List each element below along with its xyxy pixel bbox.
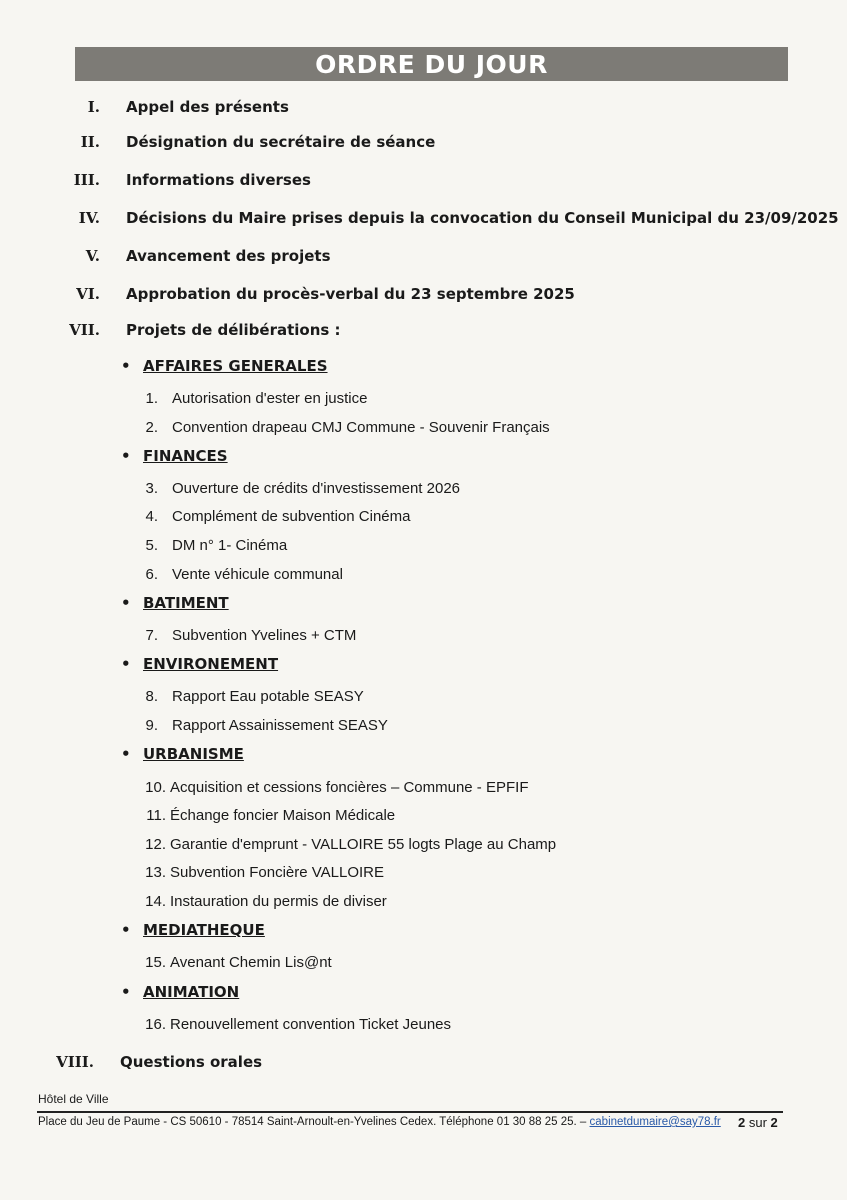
footer-address [38,1116,721,1128]
bullet-icon: • [121,594,131,612]
item-text: BATIMENT [143,594,229,612]
item-text: AFFAIRES GENERALES [143,357,328,375]
item-text: Rapport Assainissement SEASY [172,717,388,734]
agenda-item [0,686,847,708]
agenda-item [0,417,847,439]
agenda-item [0,388,847,410]
page-number [738,1115,778,1130]
item-number: VII. [69,321,100,339]
item-text: Informations diverses [126,171,311,189]
item-number: I. [87,98,100,116]
item-text: Subvention Yvelines + CTM [172,627,357,644]
agenda-section [0,653,847,675]
item-text: Approbation du procès-verbal du 23 septembre 2025 [126,285,575,303]
title-banner [75,47,788,81]
item-text: Échange foncier Maison Médicale [170,807,396,824]
agenda-item [0,506,847,528]
item-text: Décisions du Maire prises depuis la convocation du Conseil Municipal du 23/09/2025 [126,209,839,227]
item-number: III. [73,171,100,189]
item-number: VIII. [56,1053,94,1071]
item-number: 5. [145,537,158,554]
item-text: Autorisation d'ester en justice [172,390,368,407]
item-text: Acquisition et cessions foncières – Commune - EPFIF [170,779,529,796]
bullet-icon: • [121,357,131,375]
footer-divider [37,1111,783,1113]
bullet-icon: • [121,447,131,465]
agenda-section [0,919,847,941]
agenda-item [0,625,847,647]
agenda-section [0,981,847,1003]
item-text: Questions orales [120,1053,263,1071]
item-number: 12. [145,836,166,853]
item-number: 7. [145,627,158,644]
agenda-item [0,834,847,856]
item-text: Garantie d'emprunt - VALLOIRE 55 logts Plage au Champ [170,836,557,853]
agenda-item [0,478,847,500]
item-text: Projets de délibérations : [126,321,341,339]
item-number: V. [85,247,100,265]
item-text: DM n° 1- Cinéma [172,537,288,554]
agenda-section [0,445,847,467]
item-text: FINANCES [143,447,228,465]
item-text: Instauration du permis de diviser [170,893,387,910]
agenda-item [0,891,847,913]
item-text: URBANISME [143,745,244,763]
item-text: Renouvellement convention Ticket Jeunes [170,1016,452,1033]
item-text: Ouverture de crédits d'investissement 2026 [172,480,461,497]
agenda-heading [0,283,847,305]
agenda-item [0,777,847,799]
agenda-heading [0,96,847,118]
agenda-item [0,535,847,557]
agenda-heading [0,245,847,267]
item-number: 8. [145,688,158,705]
item-number: 3. [145,480,158,497]
agenda-item [0,805,847,827]
item-text: MEDIATHEQUE [143,921,265,939]
bullet-icon: • [121,983,131,1001]
item-text: Appel des présents [126,98,289,116]
item-text: Complément de subvention Cinéma [172,508,411,525]
item-number: 16. [145,1016,166,1033]
item-number: 1. [145,390,158,407]
item-text: ENVIRONEMENT [143,655,279,673]
item-number: 11. [146,807,166,824]
agenda-heading [0,131,847,153]
agenda-section [0,743,847,765]
agenda-item [0,564,847,586]
bullet-icon: • [121,745,131,763]
item-number: 10. [145,779,166,796]
email-link[interactable]: cabinetdumaire@say78.fr [589,1116,721,1128]
bullet-icon: • [121,655,131,673]
item-text: Désignation du secrétaire de séance [126,133,436,151]
agenda-item [0,952,847,974]
agenda-item [0,1014,847,1036]
page-total: 2 [770,1115,778,1130]
item-number: 15. [145,954,166,971]
item-text: Avancement des projets [126,247,331,265]
page-title: ORDRE DU JOUR [315,49,548,79]
agenda-heading [0,169,847,191]
item-number: 6. [145,566,158,583]
page-current: 2 [738,1115,746,1130]
item-number: 9. [145,717,158,734]
item-number: 4. [145,508,158,525]
item-number: IV. [78,209,100,227]
item-number: II. [80,133,100,151]
agenda-item [0,862,847,884]
item-text: Vente véhicule communal [172,566,343,583]
agenda-section [0,592,847,614]
address-text: Place du Jeu de Paume - CS 50610 - 78514 Saint-Arnoult-en-Yvelines Cedex. Téléphone 01 30 88 25 25. – [38,1116,590,1128]
item-number: 13. [145,864,166,881]
item-text: Avenant Chemin Lis@nt [170,954,332,971]
item-text: ANIMATION [143,983,240,1001]
agenda-section [0,355,847,377]
item-text: Rapport Eau potable SEASY [172,688,364,705]
item-text: Convention drapeau CMJ Commune - Souvenir Français [172,419,550,436]
agenda-heading [0,207,847,229]
agenda-heading [0,1051,847,1073]
item-number: 14. [145,893,166,910]
agenda-heading [0,319,847,341]
item-text: Subvention Foncière VALLOIRE [170,864,385,881]
item-number: VI. [76,285,100,303]
item-number: 2. [145,419,158,436]
page-sep: sur [748,1115,767,1130]
footer-title: Hôtel de Ville [38,1092,109,1106]
bullet-icon: • [121,921,131,939]
agenda-item [0,715,847,737]
